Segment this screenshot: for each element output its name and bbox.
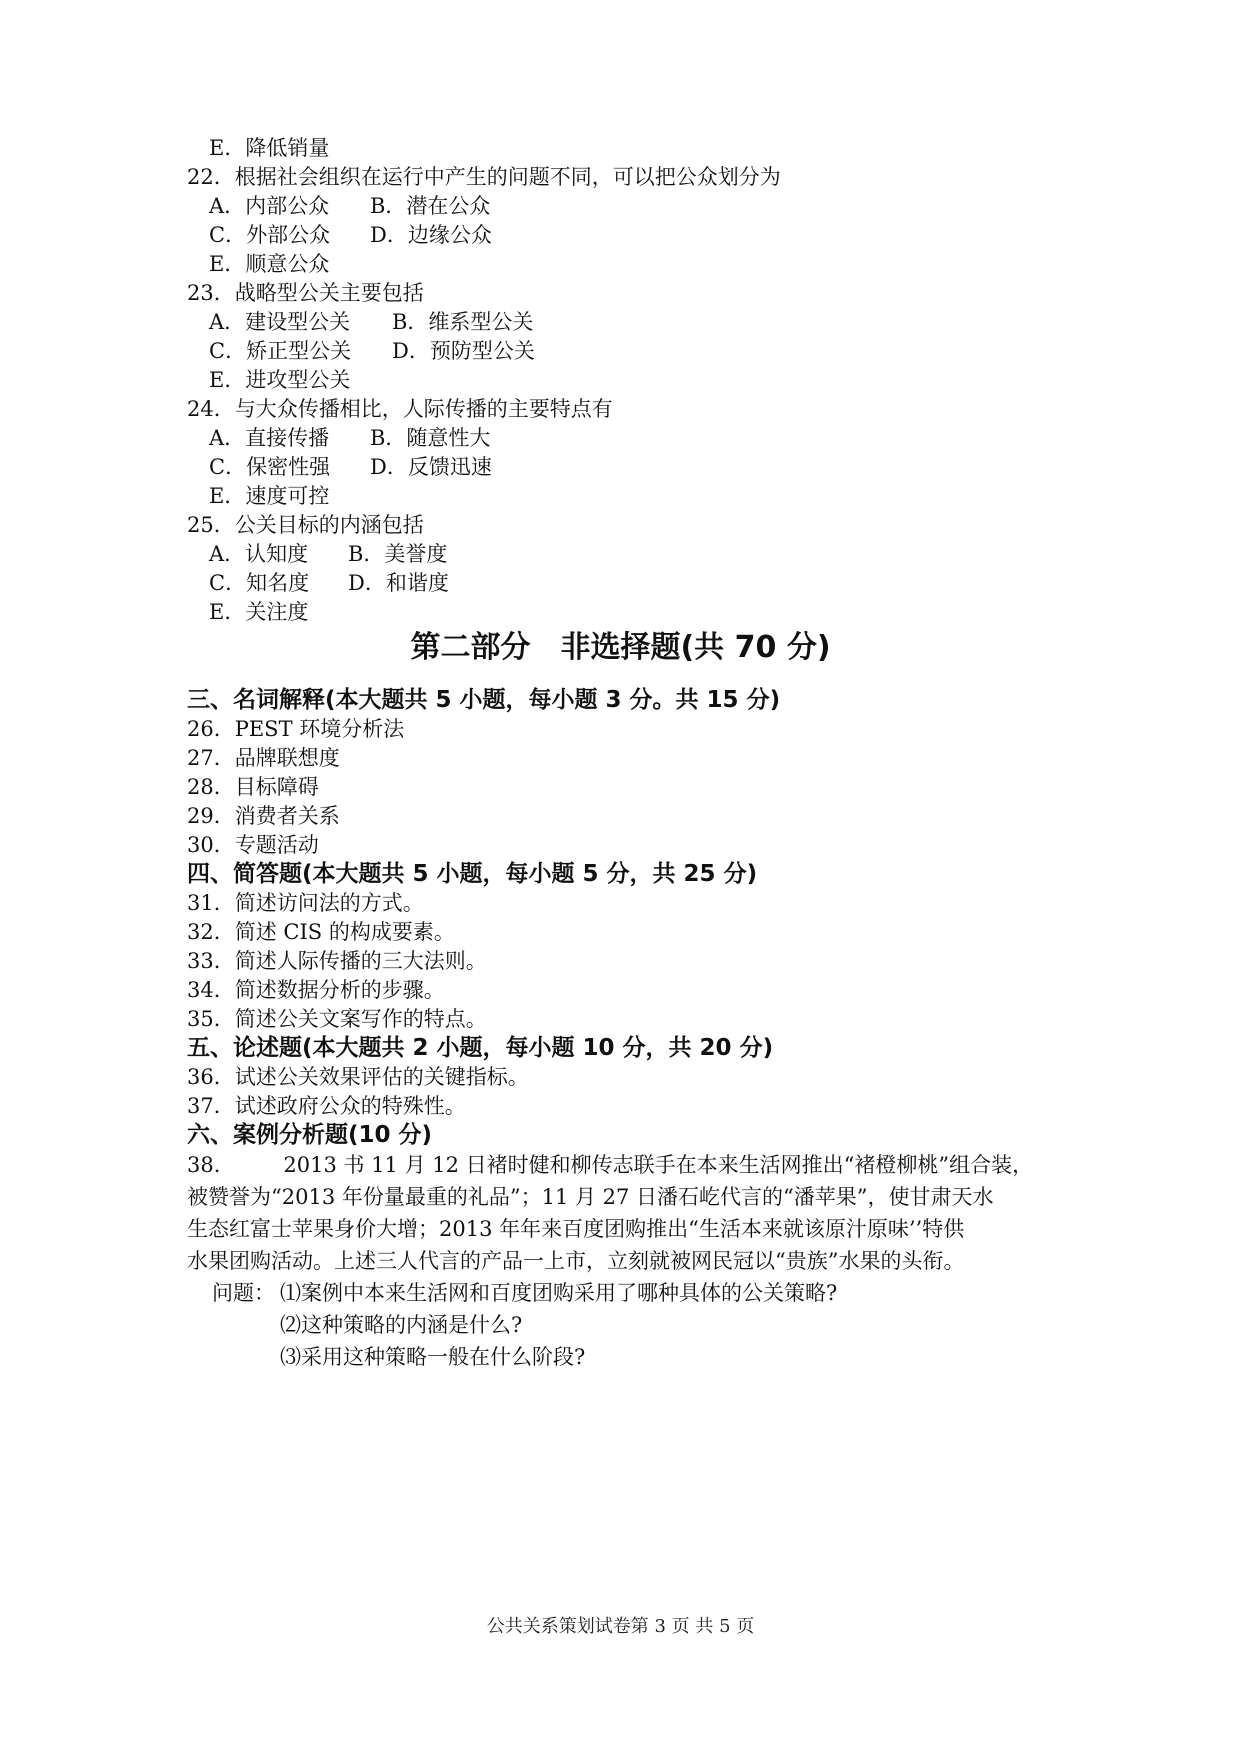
section-5-heading: 五、论述题(本大题共 2 小题，每小题 10 分，共 20 分) (187, 1035, 774, 1061)
q23-option-d: D．预防型公关 (392, 339, 535, 363)
case-text-line: 被赞誉为“2013 年份量最重的礼品”；11 月 27 日潘石屹代言的“潘苹果”，使甘肃天水 (187, 1185, 994, 1209)
section-3-item: 27．品牌联想度 (187, 746, 340, 770)
q23-option-c: C．矫正型公关 (209, 339, 352, 363)
part-two-title: 第二部分 非选择题(共 70 分) (410, 630, 831, 665)
q22-option-e: E．顺意公众 (209, 252, 330, 276)
q23-stem: 23．战略型公关主要包括 (187, 281, 424, 305)
section-6-heading: 六、案例分析题(10 分) (187, 1122, 433, 1148)
q23-option-e: E．进攻型公关 (209, 368, 351, 392)
q24-option-b: B．随意性大 (370, 426, 491, 450)
page-footer: 公共关系策划试卷第 3 页 共 5 页 (486, 1616, 755, 1637)
case-question: ⑵这种策略的内涵是什么? (280, 1313, 523, 1337)
q22-option-d: D．边缘公众 (370, 223, 492, 247)
q23-option-a: A．建设型公关 (209, 310, 351, 334)
q24-option-d: D．反馈迅速 (370, 455, 492, 479)
q24-option-a: A．直接传播 (209, 426, 330, 450)
q25-option-c: C．知名度 (209, 571, 310, 595)
q25-option-d: D．和谐度 (348, 571, 449, 595)
question-label: 问题： (212, 1281, 275, 1305)
q24-option-c: C．保密性强 (209, 455, 331, 479)
section-3-item: 28．目标障碍 (187, 775, 319, 799)
q25-option-a: A．认知度 (209, 542, 309, 566)
q24-stem: 24．与大众传播相比，人际传播的主要特点有 (187, 397, 613, 421)
q24-option-e: E．速度可控 (209, 484, 330, 508)
case-text-line: 生态红富士苹果身价大增；2013 年年来百度团购推出“生活本来就该原汁原味’’特供 (187, 1217, 965, 1241)
case-text-line: 38. 2013 书 11 月 12 日褚时健和柳传志联手在本来生活网推出“褚橙柳桃”组合装， (187, 1153, 1034, 1177)
section-5-item: 37．试述政府公众的特殊性。 (187, 1094, 466, 1118)
section-4-item: 33．简述人际传播的三大法则。 (187, 949, 487, 973)
section-4-item: 31．简述访问法的方式。 (187, 891, 424, 915)
section-3-heading: 三、名词解释(本大题共 5 小题，每小题 3 分。共 15 分) (187, 687, 781, 713)
q22-option-b: B．潜在公众 (370, 194, 491, 218)
q25-option-e: E．关注度 (209, 600, 309, 624)
q25-stem: 25．公关目标的内涵包括 (187, 513, 424, 537)
section-4-heading: 四、简答题(本大题共 5 小题，每小题 5 分，共 25 分) (187, 861, 758, 887)
q22-option-a: A．内部公众 (209, 194, 330, 218)
q22-stem: 22．根据社会组织在运行中产生的问题不同，可以把公众划分为 (187, 165, 781, 189)
section-3-item: 26．PEST 环境分析法 (187, 717, 405, 741)
section-3-item: 30．专题活动 (187, 833, 319, 857)
section-4-item: 32．简述 CIS 的构成要素。 (187, 920, 455, 944)
section-4-item: 35．简述公关文案写作的特点。 (187, 1007, 487, 1031)
q21-option-e: E．降低销量 (209, 136, 330, 160)
q22-option-c: C．外部公众 (209, 223, 331, 247)
q25-option-b: B．美誉度 (348, 542, 448, 566)
case-text-line: 水果团购活动。上述三人代言的产品一上市，立刻就被网民冠以“贵族”水果的头衔。 (187, 1249, 965, 1273)
q23-option-b: B．维系型公关 (392, 310, 534, 334)
case-question: ⑶采用这种策略一般在什么阶段? (280, 1345, 586, 1369)
section-4-item: 34．简述数据分析的步骤。 (187, 978, 445, 1002)
section-5-item: 36．试述公关效果评估的关键指标。 (187, 1065, 529, 1089)
section-3-item: 29．消费者关系 (187, 804, 340, 828)
case-question: ⑴案例中本来生活网和百度团购采用了哪种具体的公关策略? (280, 1281, 838, 1305)
